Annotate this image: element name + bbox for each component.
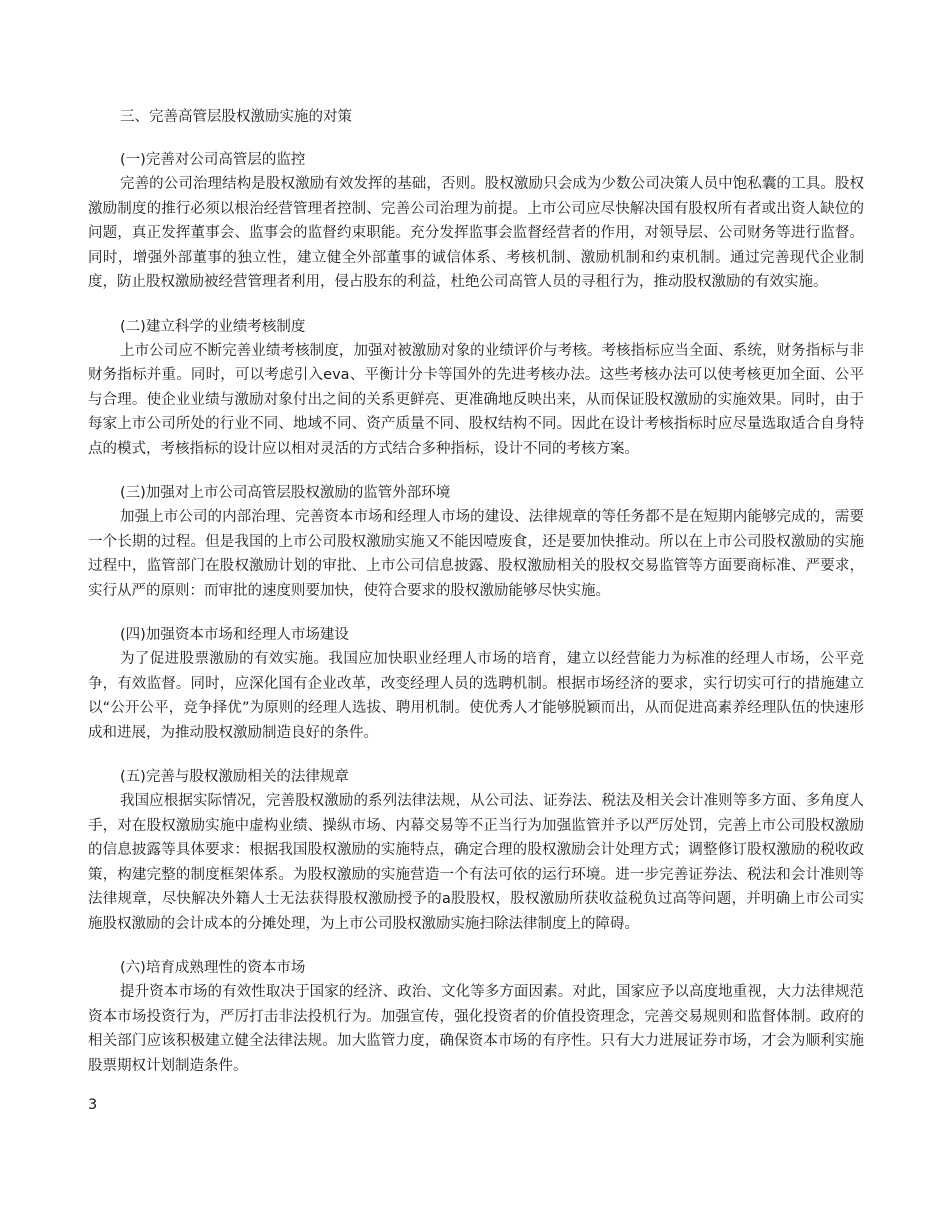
section-1 (88, 148, 864, 295)
section-5 (88, 765, 864, 936)
main-heading: 三、完善高管层股权激励实施的对策 (120, 109, 352, 125)
page-number: 3 (88, 1097, 98, 1113)
section-title: (四)加强资本市场和经理人市场建设 (120, 627, 349, 643)
document-body (88, 104, 864, 1078)
section-2 (88, 315, 864, 462)
section-6 (88, 956, 864, 1078)
section-title: (三)加强对上市公司高管层股权激励的监管外部环境 (120, 485, 451, 501)
section-title: (一)完善对公司高管层的监控 (120, 152, 306, 168)
section-3 (88, 481, 864, 603)
section-4 (88, 623, 864, 745)
section-paragraph: 完善的公司治理结构是股权激励有效发挥的基础，否则。股权激励只会成为少数公司决策人员中饱私囊的工具。股权激励制度的推行必须以根治经营管理者控制、完善公司治理为前提。上市公司应尽快解决国有股权所有者或出资人缺位的问题，真正发挥董事会、监事会的监督约束职能。充分发挥监事会监督经营者的作用，对领导层、公司财务等进行监督。同时，增强外部董事的独立性，建立健全外部董事的诚信体系、考核机制、激励机制和约束机制。通过完善现代企业制度，防止股权激励被经营管理者利用，侵占股东的利益，杜绝公司高管人员的寻租行为，推动股权激励的有效实施。 (88, 176, 864, 290)
section-title: (二)建立科学的业绩考核制度 (120, 318, 306, 335)
section-paragraph: 我国应根据实际情况，完善股权激励的系列法律法规，从公司法、证券法、税法及相关会计准则等多方面、多角度人手，对在股权激励实施中虚构业绩、操纵市场、内幕交易等不正当行为加强监管并予以严厉处罚，完善上市公司股权激励的信息披露等具体要求：根据我国股权激励的实施特点，确定合理的股权激励会计处理方式；调整修订股权激励的税收政策，构建完整的制度框架体系。为股权激励的实施营造一个有法可依的运行环境。进一步完善证券法、税法和会计准则等法律规章，尽快解决外籍人士无法获得股权激励授予的a股股权，股权激励所获收益税负过高等问题，并明确上市公司实施股权激励的会计成本的分摊处理，为上市公司股权激励实施扫除法律制度上的障碍。 (88, 793, 864, 932)
section-paragraph: 为了促进股票激励的有效实施。我国应加快职业经理人市场的培育，建立以经营能力为标准的经理人市场，公平竞争，有效监督。同时，应深化国有企业改革，改变经理人员的选聘机制。根据市场经济的要求，实行切实可行的措施建立以“公开公平，竞争择优”为原则的经理人选拔、聘用机制。使优秀人才能够脱颖而出，从而促进高素养经理队伍的快速形成和进展，为推动股权激励制造良好的条件。 (88, 651, 864, 741)
section-paragraph: 上市公司应不断完善业绩考核制度，加强对被激励对象的业绩评价与考核。考核指标应当全面、系统，财务指标与非财务指标并重。同时，可以考虑引入eva、平衡计分卡等国外的先进考核办法。这些考核办法可以使考核更加全面、公平与合理。使企业业绩与激励对象付出之间的关系更鲜亮、更准确地反映出来，从而保证股权激励的实施效果。同时，由于每家上市公司所处的行业不同、地域不同、资产质量不同、股权结构不同。因此在设计考核指标时应尽量选取适合自身特点的模式，考核指标的设计应以相对灵活的方式结合多种指标，设计不同的考核方案。 (88, 342, 864, 457)
section-title: (六)培育成熟理性的资本市场 (120, 960, 306, 976)
section-paragraph: 加强上市公司的内部治理、完善资本市场和经理人市场的建设、法律规章的等任务都不是在短期内能够完成的，需要一个长期的过程。但是我国的上市公司股权激励实施又不能因噎废食，还是要加快推动。所以在上市公司股权激励的实施过程中，监管部门在股权激励计划的审批、上市公司信息披露、股权激励相关的股权交易监管等方面要商标准、严要求，实行从严的原则：而审批的速度则要加快，使符合要求的股权激励能够尽快实施。 (88, 509, 864, 599)
section-paragraph: 提升资本市场的有效性取决于国家的经济、政治、文化等多方面因素。对此，国家应予以高度地重视，大力法律规范资本市场投资行为，严厉打击非法投机行为。加强宣传，强化投资者的价值投资理念，完善交易规则和监督体制。政府的相关部门应该积极建立健全法律法规。加大监管力度，确保资本市场的有序性。只有大力进展证券市场，才会为顺利实施股票期权计划制造条件。 (88, 984, 864, 1074)
section-title: (五)完善与股权激励相关的法律规章 (120, 769, 349, 785)
